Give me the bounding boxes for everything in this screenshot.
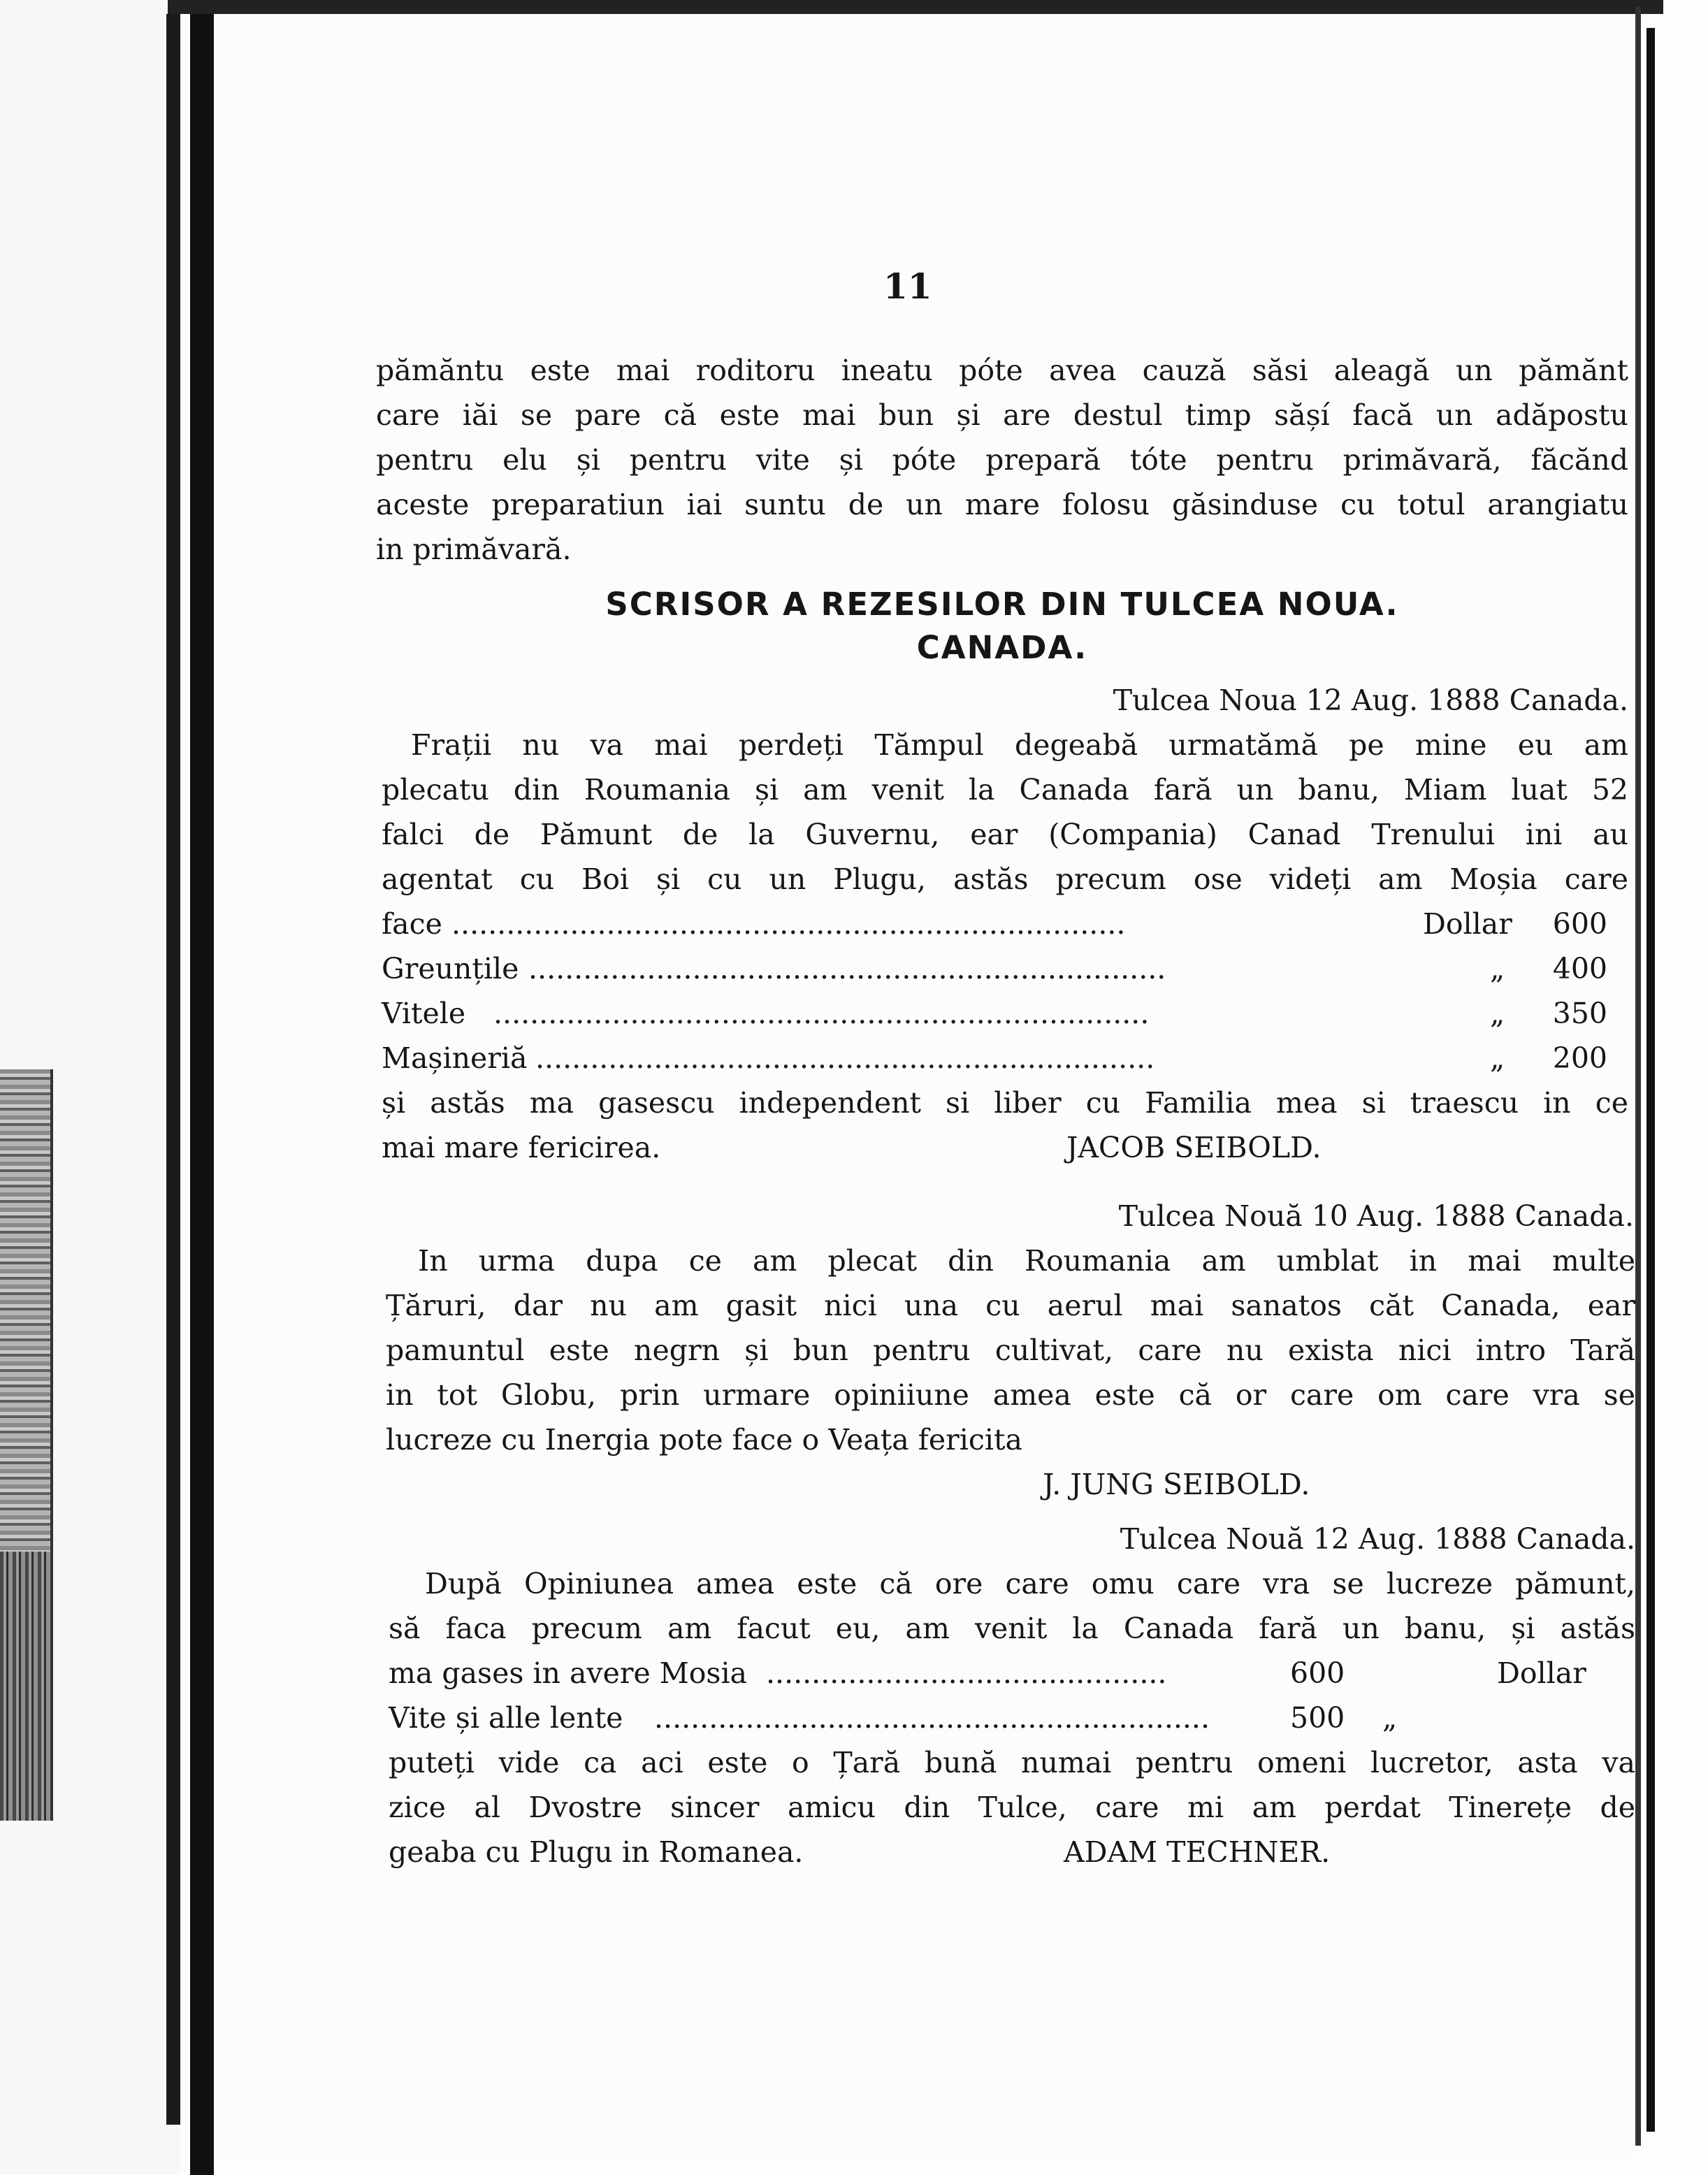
letter1-item-dots: .......................................................................... bbox=[451, 907, 1126, 941]
letter1-item-amount: 350 bbox=[1552, 997, 1607, 1030]
letter2-line: lucreze cu Inergia pote face o Veața fericita bbox=[386, 1423, 1022, 1457]
intro-line: pentru elu și pentru vite și póte prepară tóte pentru primăvară, făcănd bbox=[376, 443, 1628, 477]
letter3-item-unit: „ bbox=[1382, 1701, 1398, 1735]
document-page bbox=[214, 14, 1635, 2160]
letter1-closing-line: și astăs ma gasescu independent si liber cu Familia mea si traescu in ce bbox=[382, 1086, 1628, 1120]
letter3-item-dots: ............................................................. bbox=[654, 1701, 1210, 1735]
letter3-item-amount: 600 bbox=[1290, 1656, 1345, 1690]
letter1-line: falci de Pămunt de la Guvernu, ear (Compania) Canad Trenului ini au bbox=[382, 818, 1628, 851]
letter1-item-label: Mașineriă bbox=[382, 1041, 528, 1075]
book-spine bbox=[190, 0, 214, 2175]
letter1-line: agentat cu Boi și cu un Plugu, astăs precum ose videți am Moșia care bbox=[382, 862, 1628, 896]
letter2-line: in tot Globu, prin urmare opiniiune amea este că or care om care vra se bbox=[386, 1378, 1635, 1412]
letter3-signature: ADAM TECHNER. bbox=[1064, 1835, 1331, 1869]
letter3-item-amount: 500 bbox=[1290, 1701, 1345, 1735]
letter1-item-label: face bbox=[382, 907, 442, 941]
scan-right-edge bbox=[1635, 7, 1641, 2146]
letter2-signature: J. JUNG SEIBOLD. bbox=[1043, 1468, 1310, 1501]
intro-line: in primăvară. bbox=[376, 533, 572, 566]
letter1-closing-line: mai mare fericirea. bbox=[382, 1131, 661, 1164]
adjacent-page-edge bbox=[166, 14, 180, 2125]
letter1-item-amount: 600 bbox=[1552, 907, 1607, 941]
letter1-item-label: Greunțile bbox=[382, 952, 519, 985]
letter1-item-unit: „ bbox=[1490, 1041, 1505, 1075]
adjacent-page-photo-fragment bbox=[0, 1069, 53, 1821]
page-number: 11 bbox=[883, 266, 932, 307]
letter3-line: să faca precum am facut eu, am venit la Canada fară un banu, și astăs bbox=[389, 1612, 1635, 1645]
letter3-item-unit: Dollar bbox=[1497, 1656, 1586, 1690]
letter3-closing-line: geaba cu Plugu in Romanea. bbox=[389, 1835, 804, 1869]
letter2-dateline: Tulcea Nouă 10 Aug. 1888 Canada. bbox=[1118, 1199, 1634, 1233]
scan-right-border bbox=[1647, 28, 1655, 2132]
letter3-dateline: Tulcea Nouă 12 Aug. 1888 Canada. bbox=[1120, 1522, 1635, 1556]
letter3-closing-line: puteți vide ca aci este o Țară bună numai pentru omeni lucretor, asta va bbox=[389, 1746, 1635, 1779]
letter1-item-amount: 200 bbox=[1552, 1041, 1607, 1075]
letter3-item-dots: ............................................ bbox=[766, 1656, 1167, 1690]
letter2-line: pamuntul este negrn și bun pentru cultivat, care nu exista nici intro Tară bbox=[386, 1334, 1635, 1367]
intro-line: care iăi se pare că este mai bun și are destul timp sășí facă un adăpostu bbox=[376, 398, 1628, 432]
intro-line: aceste preparatiun iai suntu de un mare folosu găsinduse cu totul arangiatu bbox=[376, 488, 1628, 521]
letter2-line: In urma dupa ce am plecat din Roumania am umblat in mai multe bbox=[418, 1244, 1635, 1278]
letter1-dateline: Tulcea Noua 12 Aug. 1888 Canada. bbox=[1113, 684, 1628, 717]
section-heading: SCRISOR A REZESILOR DIN TULCEA NOUA. bbox=[605, 586, 1399, 623]
letter1-item-unit: „ bbox=[1490, 952, 1505, 985]
intro-line: pămăntu este mai roditoru ineatu póte avea cauză săsi aleagă un pămănt bbox=[376, 354, 1628, 387]
letter3-line: După Opiniunea amea este că ore care omu care vra se lucreze pămunt, bbox=[425, 1567, 1635, 1600]
letter1-item-dots: ...................................................................... bbox=[528, 952, 1166, 985]
letter1-item-amount: 400 bbox=[1552, 952, 1607, 985]
letter1-item-unit: Dollar bbox=[1423, 907, 1512, 941]
letter1-item-dots: .................................................................... bbox=[535, 1041, 1155, 1075]
letter3-item-label: ma gases in avere Mosia bbox=[389, 1656, 748, 1690]
letter2-line: Țăruri, dar nu am gasit nici una cu aerul mai sanatos căt Canada, ear bbox=[386, 1289, 1635, 1322]
letter1-line: plecatu din Roumania și am venit la Canada fară un banu, Miam luat 52 bbox=[382, 773, 1628, 807]
letter1-item-dots: ........................................................................ bbox=[493, 997, 1150, 1030]
letter3-closing-line: zice al Dvostre sincer amicu din Tulce, care mi am perdat Tinerețe de bbox=[389, 1791, 1635, 1824]
scan-top-edge bbox=[168, 0, 1663, 14]
letter1-item-label: Vitele bbox=[382, 997, 466, 1030]
letter1-signature: JACOB SEIBOLD. bbox=[1066, 1131, 1322, 1164]
letter1-line: Frații nu va mai perdeți Tămpul degeabă urmatămă pe mine eu am bbox=[411, 728, 1628, 762]
section-heading-subline: CANADA. bbox=[916, 629, 1088, 666]
letter1-item-unit: „ bbox=[1490, 997, 1505, 1030]
letter3-item-label: Vite și alle lente bbox=[389, 1701, 623, 1735]
